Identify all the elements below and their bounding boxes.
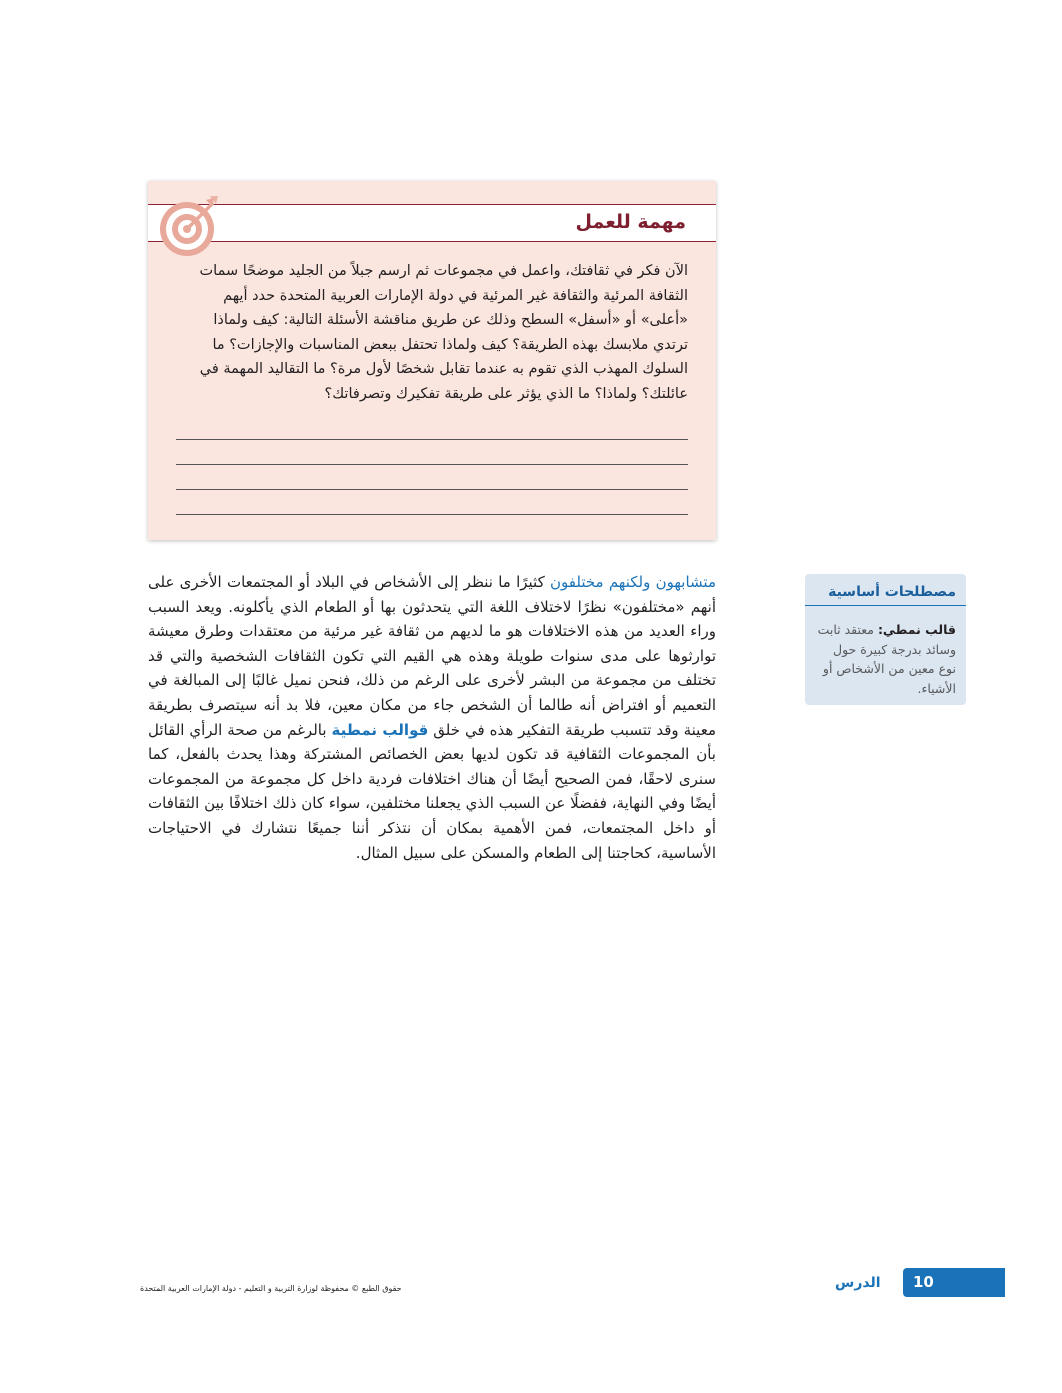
page-number: 10 [913, 1273, 934, 1291]
task-box [148, 181, 716, 540]
key-term: قوالب نمطية [331, 720, 429, 739]
glossary-entry [814, 620, 956, 698]
body-paragraph [148, 570, 716, 865]
task-instructions: الآن فكر في ثقافتك، واعمل في مجموعات ثم ارسم جبلاً من الجليد موضحًا سمات الثقافة المرئية والثقافة غير المرئية في دولة الإمارات العربية المتحدة حدد أيهم «أعلى» أو «أسفل» السطح وذلك عن طريق مناقشة الأسئلة التالية: كيف ولماذا ترتدي ملابسك بهذه الطريقة؟ كيف ولماذا تحتفل ببعض المناسبات والإجازات؟ ما السلوك المهذب الذي تقوم به عندما تقابل شخصًا لأول مرة؟ ما التقاليد المهمة في عائلتك؟ ولماذا؟ ما الذي يؤثر على طريقة تفكيرك وتصرفاتك؟ [199, 263, 688, 402]
task-title: مهمة للعمل [575, 211, 686, 233]
target-icon [156, 194, 222, 260]
glossary-title: مصطلحات أساسية [828, 584, 956, 600]
glossary-term: قالب نمطي: [877, 622, 956, 637]
answer-line[interactable] [176, 514, 688, 515]
glossary-divider [805, 605, 966, 606]
task-header [148, 204, 716, 242]
section-lead: متشابهون ولكنهم مختلفون [550, 573, 716, 591]
body-text-part1: كثيرًا ما ننظر إلى الأشخاص في البلاد أو المجتمعات الأخرى على أنهم «مختلفون» نظرًا لاختلاف اللغة التي يتحدثون بها أو الطعام الذي يأكلونه. ويعد السبب وراء العديد من هذه الاختلافات هو ما لديهم من ثقافة غير مرئية من معتقدات وطرق معيشة توارثوها على مدى سنوات طويلة وهذه هي القيم التي تكون الثقافات الشخصية والتي قد تختلف من مجموعة من البشر لأخرى على الرغم من ذلك، فنحن نميل غالبًا إلى المبالغة في التعميم أو افتراض أنه طالما أن الشخص جاء من مكان معين، فلا بد أنه سيتصرف بطريقة معينة وقد تتسبب طريقة التفكير هذه في خلق [148, 573, 716, 739]
lesson-label: الدرس [835, 1275, 881, 1291]
copyright-notice: حقوق الطبع © محفوظة لوزارة التربية و التعليم - دولة الإمارات العربية المتحدة [140, 1284, 402, 1293]
answer-line[interactable] [176, 489, 688, 490]
page-number-tab [903, 1268, 1005, 1297]
glossary-definition: معتقد ثابت وسائد بدرجة كبيرة حول نوع معين من الأشخاص أو الأشياء. [817, 622, 956, 696]
glossary-box [805, 574, 966, 705]
answer-line[interactable] [176, 439, 688, 440]
body-text-part2: بالرغم من صحة الرأي القائل بأن المجموعات الثقافية قد تكون لديها بعض الخصائص المشتركة وهذا يحدث بالفعل، كما سنرى لاحقًا، فمن الصحيح أيضًا أن هناك اختلافات فردية داخل كل مجموعة من المجموعات أيضًا وفي النهاية، ففضلًا عن السبب الذي يجعلنا مختلفين، سواء كان ذلك اختلافًا بين الثقافات أو داخل المجتمعات، فمن الأهمية بمكان أن نتذكر أننا جميعًا نتشارك في الاحتياجات الأساسية، كحاجتنا إلى الطعام والمسكن على سبيل المثال. [148, 720, 716, 862]
answer-line[interactable] [176, 464, 688, 465]
